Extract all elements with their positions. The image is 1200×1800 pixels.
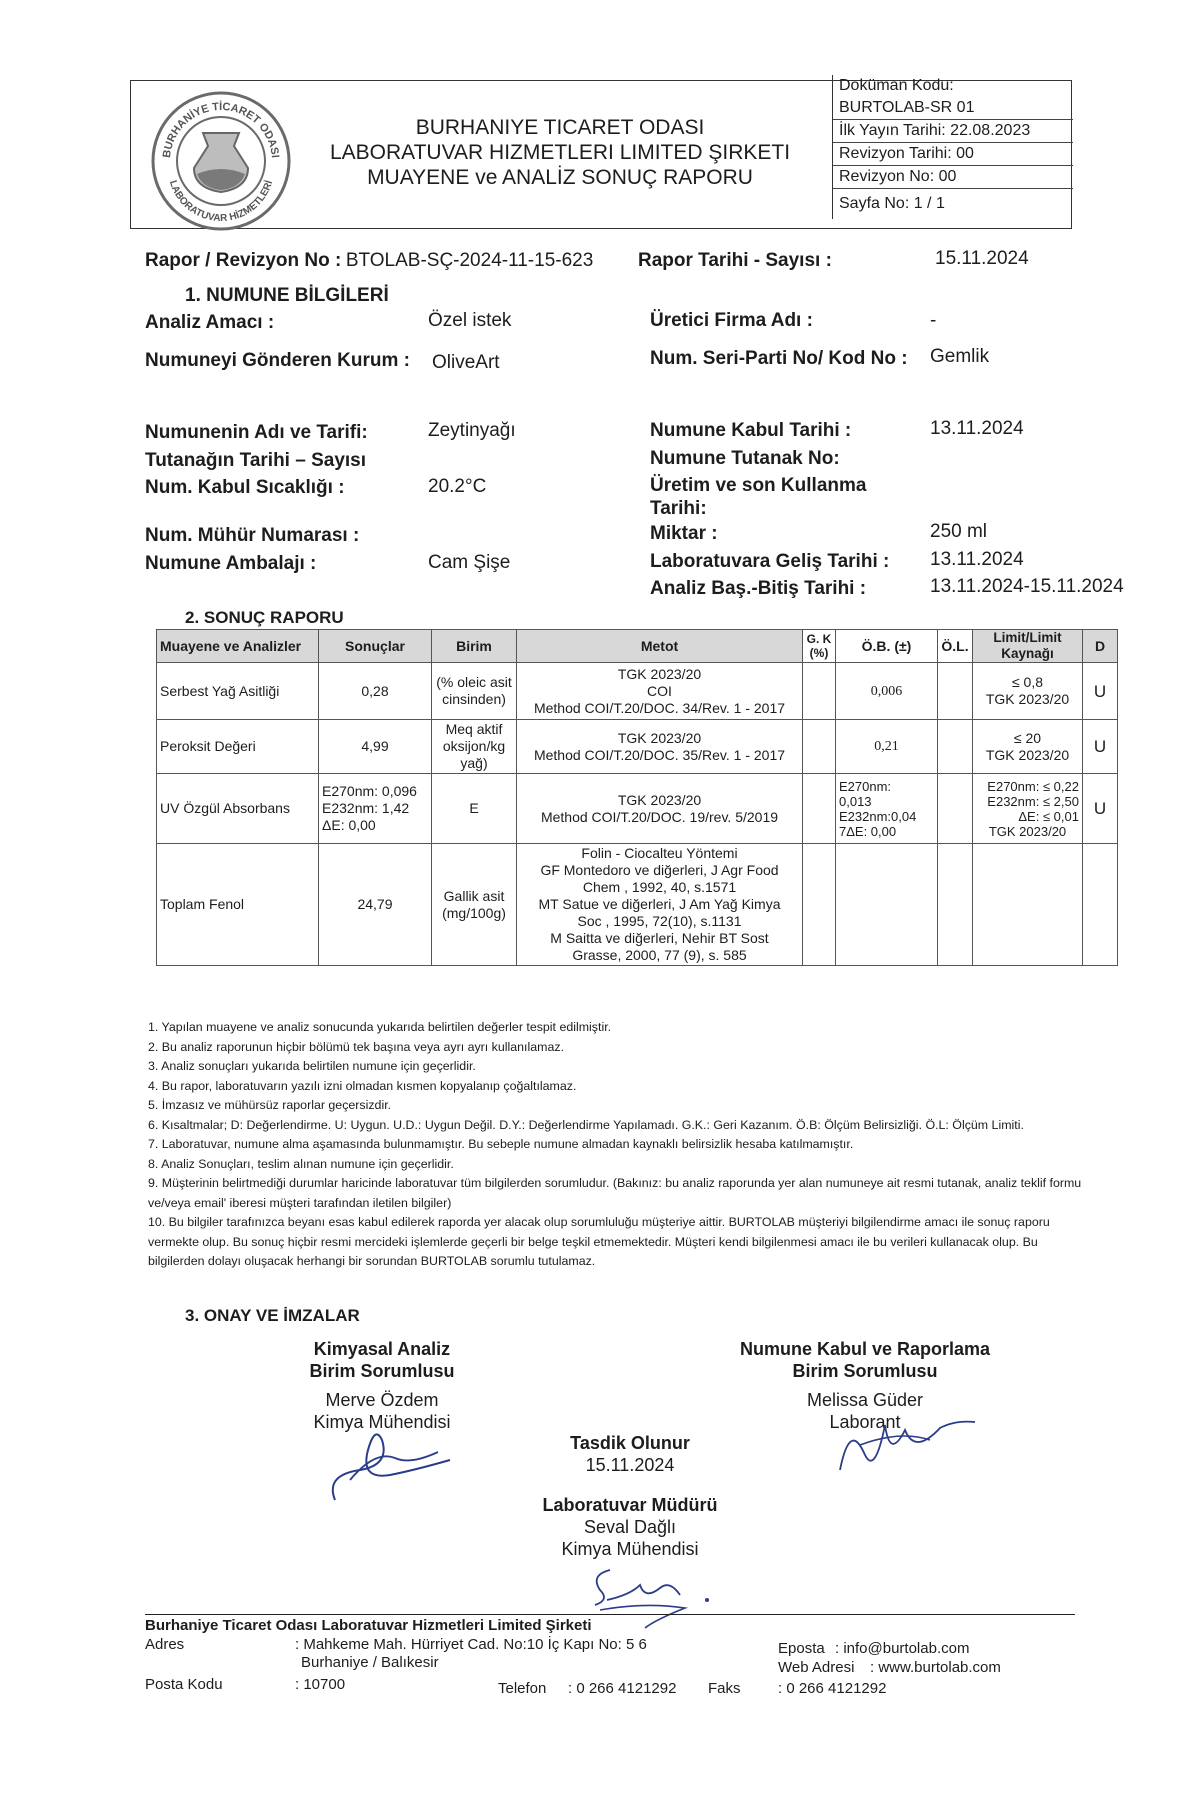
table-header-row bbox=[157, 630, 1118, 663]
recovery-value bbox=[803, 844, 836, 966]
analysis-method bbox=[517, 844, 803, 966]
chamber-logo bbox=[148, 88, 294, 234]
uncertainty-value: 0,21 bbox=[836, 720, 938, 774]
analysis-method bbox=[517, 663, 803, 720]
right-signatory-role: Laborant bbox=[829, 1412, 901, 1432]
limit-value bbox=[973, 720, 1083, 774]
note-item: 2. Bu analiz raporunun hiçbir bölümü tek başına veya ayrı ayrı kullanılamaz. bbox=[148, 1039, 564, 1054]
footer-web-value: : www.burtolab.com bbox=[870, 1659, 1001, 1676]
recovery-value bbox=[803, 663, 836, 720]
col-analysis: Muayene ve Analizler bbox=[157, 630, 319, 663]
left-signatory-title-1: Kimyasal Analiz bbox=[313, 1339, 451, 1359]
note-item: 9. Müşterinin belirtmediği durumlar haricinde laboratuvar tüm bilgilerden sorumludur. (Bakınız: bu analiz raporunda yer alan numuneye ait resmi tutanak, analiz teklif formu ve/veya email' iberesi müşteri tarafından iletilen bilgiler) bbox=[148, 1176, 1082, 1210]
meta-revision-no: Revizyon No: 00 bbox=[833, 166, 1073, 189]
method-line: GF Montedoro ve diğerleri, J Agr Food bbox=[540, 862, 779, 878]
lab-arrival-value: 13.11.2024 bbox=[930, 549, 1024, 570]
limit-value bbox=[973, 663, 1083, 720]
method-line: Method COI/T.20/DOC. 34/Rev. 1 - 2017 bbox=[533, 699, 786, 716]
analysis-unit: E bbox=[432, 774, 517, 844]
footer-postal-label: Posta Kodu bbox=[145, 1676, 223, 1693]
acceptance-date-value: 13.11.2024 bbox=[930, 418, 1024, 439]
lab-arrival-label: Laboratuvara Geliş Tarihi : bbox=[650, 551, 890, 572]
method-line: Folin - Ciocalteu Yöntemi bbox=[581, 845, 738, 861]
footer-postal-value: : 10700 bbox=[295, 1676, 346, 1693]
uncertainty-line: E232nm:0,04 bbox=[839, 808, 917, 824]
limit-value bbox=[973, 774, 1083, 844]
uncertainty-value bbox=[836, 774, 938, 844]
right-signatory-title-1: Numune Kabul ve Raporlama bbox=[739, 1339, 991, 1359]
section3-title: 3. ONAY VE İMZALAR bbox=[185, 1306, 360, 1325]
minutes-date-label: Tutanağın Tarihi – Sayısı bbox=[145, 450, 367, 471]
limit-line: ΔE: ≤ 0,01 bbox=[1018, 808, 1079, 824]
analysis-result: 0,28 bbox=[319, 663, 432, 720]
uncertainty-line: 7ΔE: 0,00 bbox=[839, 823, 897, 839]
report-date-value: 15.11.2024 bbox=[935, 248, 1029, 269]
uncertainty-value bbox=[836, 844, 938, 966]
packaging-value: Cam Şişe bbox=[428, 552, 511, 573]
meta-page-no: Sayfa No: 1 / 1 bbox=[839, 195, 945, 212]
method-line: TGK 2023/20 bbox=[617, 729, 702, 746]
producer-value: - bbox=[930, 310, 937, 331]
approval-date: 15.11.2024 bbox=[585, 1455, 675, 1475]
sender-label: Numuneyi Gönderen Kurum : bbox=[145, 350, 410, 371]
meta-doc-code-label: Doküman Kodu: bbox=[839, 77, 954, 94]
serial-value: Gemlik bbox=[930, 346, 990, 367]
document-title bbox=[300, 115, 820, 190]
table-row bbox=[157, 844, 1118, 966]
table-row bbox=[157, 663, 1118, 720]
limit-line: E232nm: ≤ 2,50 bbox=[987, 793, 1079, 809]
serial-label: Num. Seri-Parti No/ Kod No : bbox=[650, 348, 908, 369]
acceptance-date-label: Numune Kabul Tarihi : bbox=[650, 420, 852, 441]
method-line: Grasse, 2000, 77 (9), s. 585 bbox=[572, 947, 747, 963]
right-signature bbox=[830, 1400, 980, 1480]
purpose-value: Özel istek bbox=[428, 310, 512, 331]
acceptance-temp-label: Num. Kabul Sıcaklığı : bbox=[145, 477, 345, 498]
section2-title: 2. SONUÇ RAPORU bbox=[185, 608, 344, 627]
quantity-value: 250 ml bbox=[930, 521, 988, 542]
analysis-name: Peroksit Değeri bbox=[157, 720, 319, 774]
note-item: 10. Bu bilgiler tarafınızca beyanı esas kabul edilerek raporda yer alacak olup sorumluluğu müşteriye aittir. BURTOLAB müşteriyi bilgilendirme amacı ile sonuç raporu vermekte olup. Bu sonuç hiçbir resmi mercideki işlemlerde geçerli bir belge teşkil etmemektedir. Müşteri kendi bilgilenmesi amacı ile bu verileri kullanacak olup. Bu bilgilerden dolayı oluşacak herhangi bir sorundan BURTOLAB sorumlu tutulamaz. bbox=[148, 1215, 1050, 1268]
col-limit-source: Limit/Limit Kaynağı bbox=[973, 630, 1083, 663]
analysis-period-label: Analiz Baş.-Bitiş Tarihi : bbox=[650, 578, 867, 599]
footer-web-label: Web Adresi bbox=[778, 1659, 855, 1676]
producer-label: Üretici Firma Adı : bbox=[650, 310, 813, 331]
footer-address-line: : Mahkeme Mah. Hürriyet Cad. No:10 İç Kapı No: 5 6 bbox=[295, 1636, 647, 1653]
col-evaluation: D bbox=[1083, 630, 1118, 663]
limit-line: TGK 2023/20 bbox=[985, 746, 1070, 763]
packaging-label: Numune Ambalajı : bbox=[145, 553, 317, 574]
limit-line: ≤ 20 bbox=[1013, 729, 1042, 746]
footer-fax-value: : 0 266 4121292 bbox=[778, 1680, 887, 1697]
note-item: 3. Analiz sonuçları yukarıda belirtilen numune için geçerlidir. bbox=[148, 1059, 476, 1073]
section1-title: 1. NUMUNE BİLGİLERİ bbox=[185, 285, 389, 306]
col-uncertainty: Ö.B. (±) bbox=[836, 630, 938, 663]
notes-list bbox=[148, 1018, 1088, 1272]
table-row bbox=[157, 774, 1118, 844]
uncertainty-line: 0,013 bbox=[839, 793, 872, 809]
purpose-label: Analiz Amacı : bbox=[145, 312, 275, 333]
meta-doc-code: BURTOLAB-SR 01 bbox=[833, 97, 1073, 120]
sample-name-label: Numunenin Adı ve Tarifi: bbox=[145, 422, 368, 443]
measurement-limit-value bbox=[938, 720, 973, 774]
lab-manager-signature bbox=[585, 1560, 715, 1630]
measurement-limit-value bbox=[938, 844, 973, 966]
note-item: 4. Bu rapor, laboratuvarın yazılı izni olmadan kısmen kopyalanıp çoğaltılamaz. bbox=[148, 1078, 577, 1093]
footer-phone-label: Telefon bbox=[498, 1680, 547, 1697]
right-signatory-title-2: Birim Sorumlusu bbox=[792, 1361, 938, 1381]
method-line: Method COI/T.20/DOC. 35/Rev. 1 - 2017 bbox=[533, 746, 786, 763]
footer-email-value: : info@burtolab.com bbox=[835, 1640, 970, 1657]
analysis-result bbox=[319, 774, 432, 844]
result-line: E232nm: 1,42 bbox=[322, 800, 410, 816]
evaluation-value: U bbox=[1083, 720, 1118, 774]
footer-divider bbox=[145, 1614, 1075, 1615]
analysis-result: 4,99 bbox=[319, 720, 432, 774]
footer-phone-value: : 0 266 4121292 bbox=[568, 1680, 677, 1697]
footer-email-label: Eposta bbox=[778, 1640, 825, 1657]
meta-revision-date: Revizyon Tarihi: 00 bbox=[833, 143, 1073, 166]
results-table bbox=[156, 629, 1118, 966]
measurement-limit-value bbox=[938, 774, 973, 844]
lab-manager-name: Seval Dağlı bbox=[583, 1517, 677, 1537]
method-line: M Saitta ve diğerleri, Nehir BT Sost bbox=[550, 930, 769, 946]
analysis-unit: Gallik asit (mg/100g) bbox=[432, 844, 517, 966]
quantity-label: Miktar : bbox=[650, 523, 718, 544]
logo-text-top: BURHANİYE TİCARET ODASI bbox=[161, 100, 281, 159]
analysis-name: UV Özgül Absorbans bbox=[157, 774, 319, 844]
limit-line: TGK 2023/20 bbox=[988, 823, 1067, 839]
title-line-3: MUAYENE ve ANALİZ SONUÇ RAPORU bbox=[367, 166, 753, 189]
footer-address-line: Burhaniye / Balıkesir bbox=[301, 1654, 439, 1671]
uncertainty-value: 0,006 bbox=[836, 663, 938, 720]
recovery-value bbox=[803, 774, 836, 844]
note-item: 8. Analiz Sonuçları, teslim alınan numune için geçerlidir. bbox=[148, 1156, 454, 1171]
production-date-label-2: Tarihi: bbox=[650, 498, 707, 519]
lab-manager-block bbox=[520, 1494, 740, 1560]
document-meta bbox=[832, 75, 1073, 219]
lab-manager-role: Kimya Mühendisi bbox=[561, 1539, 699, 1559]
analysis-result: 24,79 bbox=[319, 844, 432, 966]
analysis-unit: Meq aktif oksijon/kg yağ) bbox=[432, 720, 517, 774]
evaluation-value: U bbox=[1083, 774, 1118, 844]
note-item: 7. Laboratuvar, numune alma aşamasında bulunmamıştır. Bu sebeple numune almadan kaynaklı belirsizlik hesaba katılmamıştır. bbox=[148, 1137, 854, 1151]
limit-line: ≤ 0,8 bbox=[1011, 674, 1044, 690]
measurement-limit-value bbox=[938, 663, 973, 720]
lab-manager-title: Laboratuvar Müdürü bbox=[542, 1495, 718, 1515]
acceptance-temp-value: 20.2°C bbox=[428, 476, 487, 497]
col-method: Metot bbox=[517, 630, 803, 663]
evaluation-value bbox=[1083, 844, 1118, 966]
analysis-method bbox=[517, 774, 803, 844]
analysis-unit: (% oleic asit cinsinden) bbox=[432, 663, 517, 720]
note-item: 6. Kısaltmalar; D: Değerlendirme. U: Uygun. U.D.: Uygun Değil. D.Y.: Değerlendirme Yapılamadı. G.K.: Geri Kazanım. Ö.B: Ölçüm Belirsizliği. Ö.L: Ölçüm Limiti. bbox=[148, 1117, 1024, 1132]
method-line: TGK 2023/20 bbox=[617, 791, 702, 808]
footer-address bbox=[295, 1636, 647, 1672]
footer-company: Burhaniye Ticaret Odası Laboratuvar Hizmetleri Limited Şirketi bbox=[145, 1617, 592, 1634]
uncertainty-line: E270nm: bbox=[839, 778, 892, 794]
recovery-value bbox=[803, 720, 836, 774]
left-signatory-role: Kimya Mühendisi bbox=[313, 1412, 451, 1432]
analysis-method bbox=[517, 720, 803, 774]
report-revision bbox=[145, 250, 593, 272]
meta-first-publish: İlk Yayın Tarihi: 22.08.2023 bbox=[833, 120, 1073, 143]
report-date-label: Rapor Tarihi - Sayısı : bbox=[638, 250, 832, 271]
result-line: ΔE: 0,00 bbox=[322, 817, 376, 833]
method-line: Method COI/T.20/DOC. 19/rev. 5/2019 bbox=[540, 808, 779, 825]
analysis-name: Toplam Fenol bbox=[157, 844, 319, 966]
method-line: TGK 2023/20 bbox=[617, 665, 702, 682]
analysis-name: Serbest Yağ Asitliği bbox=[157, 663, 319, 720]
left-signatory-name: Merve Özdem bbox=[325, 1390, 439, 1410]
left-signatory bbox=[282, 1338, 482, 1433]
note-item: 1. Yapılan muayene ve analiz sonucunda yukarıda belirtilen değerler tespit edilmiştir. bbox=[148, 1020, 612, 1034]
table-row bbox=[157, 720, 1118, 774]
approval-block bbox=[520, 1432, 740, 1476]
report-revision-value: BTOLAB-SÇ-2024-11-15-623 bbox=[345, 250, 594, 271]
col-unit: Birim bbox=[432, 630, 517, 663]
sender-value: OliveArt bbox=[432, 352, 500, 373]
approval-label: Tasdik Olunur bbox=[570, 1433, 690, 1453]
sample-name-value: Zeytinyağı bbox=[428, 420, 516, 441]
method-line: Soc , 1995, 72(10), s.1131 bbox=[577, 913, 742, 929]
footer-address-label: Adres bbox=[145, 1636, 185, 1653]
method-line: Chem , 1992, 40, s.1571 bbox=[582, 879, 737, 895]
analysis-period-value: 13.11.2024-15.11.2024 bbox=[930, 576, 1124, 597]
evaluation-value: U bbox=[1083, 663, 1118, 720]
method-line: MT Satue ve diğerleri, J Am Yağ Kimya bbox=[538, 896, 781, 912]
logo-text-bottom: LABORATUVAR HİZMETLERİ bbox=[166, 179, 276, 225]
left-signatory-title-2: Birim Sorumlusu bbox=[309, 1361, 455, 1381]
note-item: 5. İmzasız ve mühürsüz raporlar geçersizdir. bbox=[148, 1098, 392, 1112]
report-revision-label: Rapor / Revizyon No : bbox=[145, 250, 342, 271]
col-limit-of-measurement: Ö.L. bbox=[938, 630, 973, 663]
footer-fax-label: Faks bbox=[708, 1680, 741, 1697]
title-line-1: BURHANIYE TICARET ODASI bbox=[415, 116, 705, 139]
result-line: E270nm: 0,096 bbox=[322, 783, 417, 799]
production-date-label: Üretim ve son Kullanma bbox=[650, 475, 867, 496]
method-line: COI bbox=[647, 682, 672, 699]
limit-line: TGK 2023/20 bbox=[985, 691, 1070, 707]
limit-line: E270nm: ≤ 0,22 bbox=[987, 778, 1079, 794]
minutes-no-label: Numune Tutanak No: bbox=[650, 448, 840, 469]
col-recovery: G. K (%) bbox=[803, 630, 836, 663]
left-signature bbox=[320, 1420, 460, 1510]
seal-number-label: Num. Mühür Numarası : bbox=[145, 525, 360, 546]
right-signatory-name: Melissa Güder bbox=[806, 1390, 924, 1410]
limit-value bbox=[973, 844, 1083, 966]
col-results: Sonuçlar bbox=[319, 630, 432, 663]
title-line-2: LABORATUVAR HIZMETLERI LIMITED ŞIRKETI bbox=[329, 141, 791, 164]
